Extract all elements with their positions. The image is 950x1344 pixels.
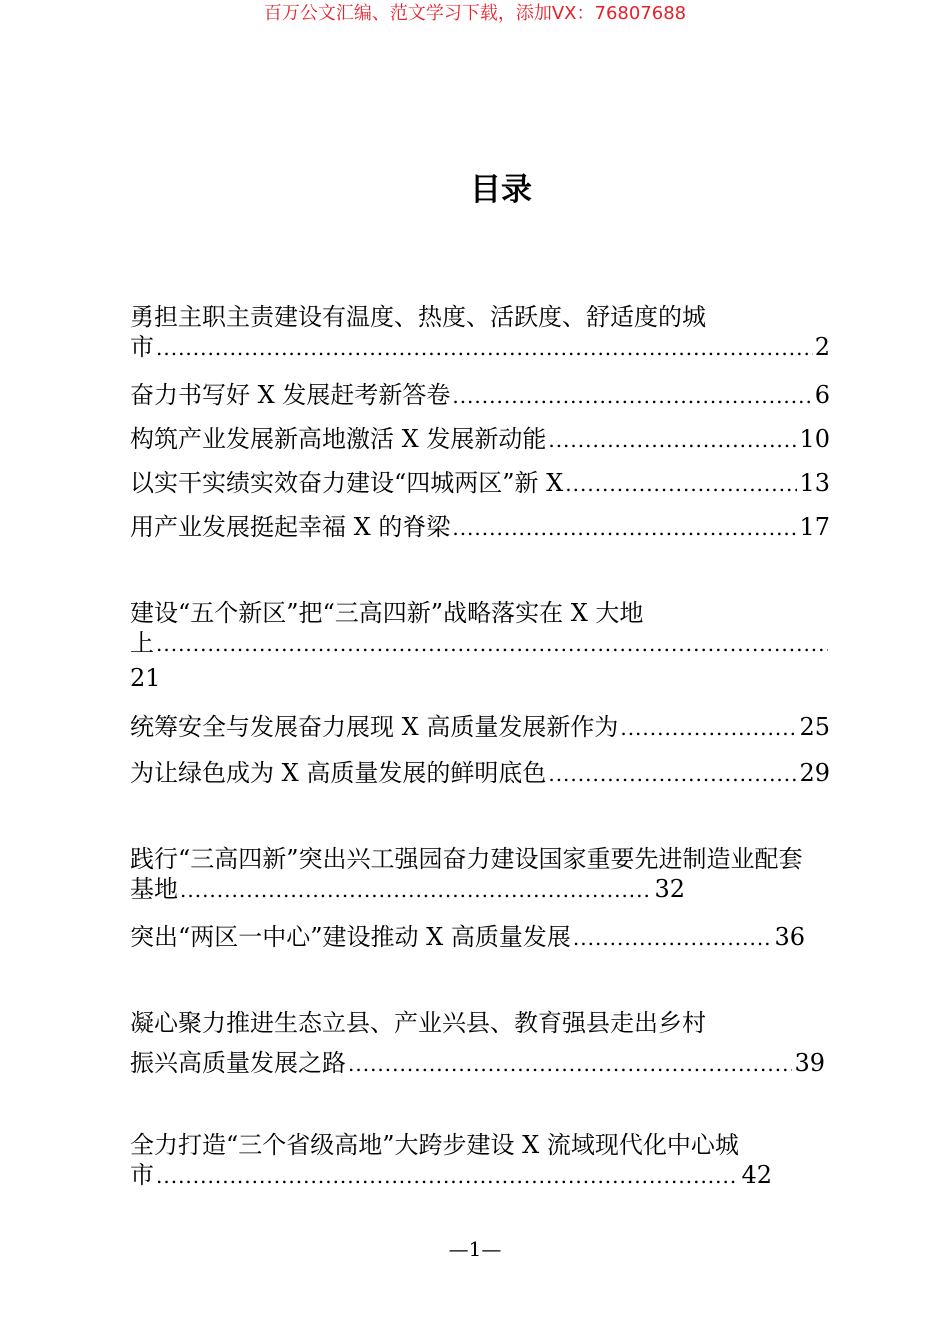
dot-leader xyxy=(156,1161,739,1191)
toc-entry-title-end: 振兴高质量发展之路 xyxy=(130,1049,346,1077)
toc-entry-title: 建设“五个新区”把“三高四新”战略落实在 X 大地 xyxy=(130,599,644,627)
toc-entry-title: 突出“两区一中心”建设推动 X 高质量发展 xyxy=(130,923,571,951)
toc-entry-title-end: 市 xyxy=(130,333,154,361)
dot-leader xyxy=(548,425,797,455)
toc-entry-title: 勇担主职主责建设有温度、热度、活跃度、舒适度的城 xyxy=(130,303,706,331)
dot-leader xyxy=(156,629,828,659)
dot-leader xyxy=(620,713,797,743)
toc-entry[interactable] xyxy=(130,922,830,953)
toc-entry-title: 践行“三高四新”突出兴工强园奋力建设国家重要先进制造业配套 xyxy=(130,845,803,873)
toc-entry[interactable] xyxy=(130,468,830,499)
dot-leader xyxy=(180,875,652,905)
toc-entry[interactable] xyxy=(130,712,830,743)
toc-entry[interactable] xyxy=(130,302,830,363)
toc-entry[interactable] xyxy=(130,758,830,789)
dot-leader xyxy=(452,513,797,543)
toc-page-number: 25 xyxy=(799,713,830,741)
toc-page-number: 32 xyxy=(654,875,685,903)
toc-entry-title-end: 基地 xyxy=(130,875,178,903)
toc-page-number: 10 xyxy=(799,425,830,453)
toc-entry[interactable] xyxy=(130,512,830,543)
toc-entry-title: 以实干实绩实效奋力建设“四城两区”新 X xyxy=(130,469,564,497)
toc-page-number: 36 xyxy=(774,923,805,951)
page-title: 目录 xyxy=(470,172,532,208)
toc-entry-title: 构筑产业发展新高地激活 X 发展新动能 xyxy=(130,425,547,453)
toc-page-number: 2 xyxy=(814,333,830,361)
dot-leader xyxy=(156,333,813,363)
toc-entry-title-end: 市 xyxy=(130,1161,154,1189)
toc-entry-title: 用产业发展挺起幸福 X 的脊梁 xyxy=(130,513,451,541)
toc-entry-title: 统筹安全与发展奋力展现 X 高质量发展新作为 xyxy=(130,713,619,741)
toc-entry[interactable] xyxy=(130,424,830,455)
watermark-banner: 百万公文汇编、范文学习下载，添加VX：76807688 xyxy=(263,3,687,24)
toc-entry[interactable] xyxy=(130,598,830,693)
toc-page-number: 17 xyxy=(799,513,830,541)
toc-entry-title: 凝心聚力推进生态立县、产业兴县、教育强县走出乡村 xyxy=(130,1009,706,1037)
toc-page-number: 29 xyxy=(799,759,830,787)
toc-entry[interactable] xyxy=(130,1130,830,1191)
toc-page-number: 39 xyxy=(794,1049,825,1077)
dot-leader xyxy=(348,1049,792,1079)
toc-page-number: 21 xyxy=(130,664,161,692)
toc-entry-title-end: 上 xyxy=(130,629,154,657)
dot-leader xyxy=(573,923,773,953)
toc-entry[interactable] xyxy=(130,380,830,411)
toc-entry-title: 为让绿色成为 X 高质量发展的鲜明底色 xyxy=(130,759,547,787)
toc-page-number: 42 xyxy=(741,1161,772,1189)
dot-leader xyxy=(548,759,797,789)
page-number-footer: —1— xyxy=(448,1237,502,1261)
toc-page-number: 6 xyxy=(814,381,830,409)
dot-leader xyxy=(565,469,797,499)
toc-page-number: 13 xyxy=(799,469,830,497)
toc-entry[interactable] xyxy=(130,1008,830,1079)
toc-entry[interactable] xyxy=(130,844,830,905)
toc-entry-title: 全力打造“三个省级高地”大跨步建设 X 流域现代化中心城 xyxy=(130,1131,739,1159)
dot-leader xyxy=(452,381,812,411)
toc-entry-title: 奋力书写好 X 发展赶考新答卷 xyxy=(130,381,451,409)
